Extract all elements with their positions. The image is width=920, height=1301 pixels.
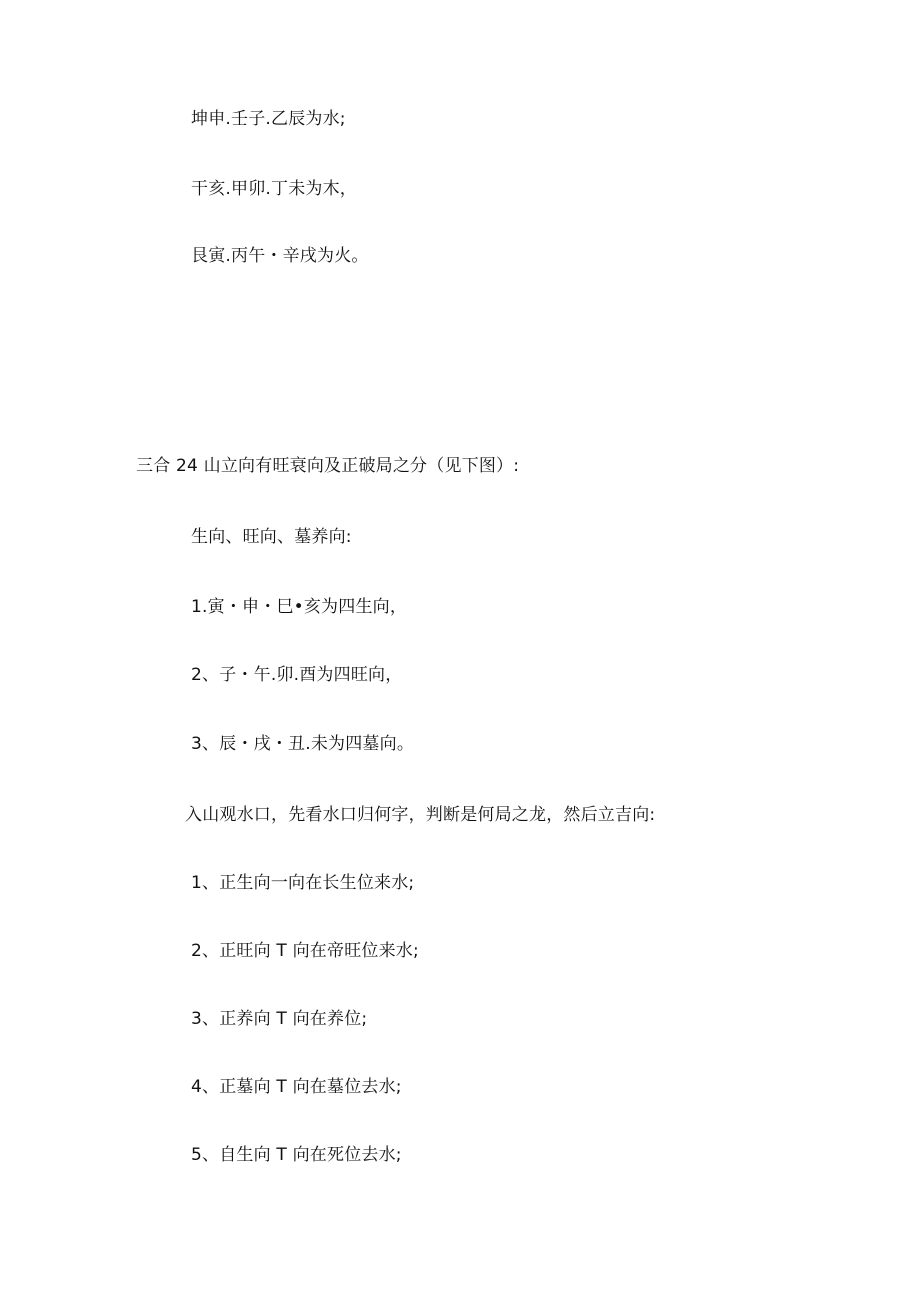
element-line-water: 坤申.壬子.乙辰为水; (191, 109, 346, 129)
direction-item-mu: 3、辰・戌・丑.未为四墓向。 (191, 734, 415, 754)
element-line-fire: 艮寅.丙午・辛戌为火。 (191, 246, 369, 266)
water-item-5: 5、自生向 T 向在死位去水; (191, 1145, 402, 1165)
element-line-wood: 干亥.甲卯.丁未为木， (191, 179, 358, 199)
water-item-3: 3、正养向 T 向在养位; (191, 1009, 368, 1029)
water-item-1: 1、正生向一向在长生位来水; (191, 873, 415, 893)
section-heading: 三合 24 山立向有旺衰向及正破局之分（见下图）: (136, 456, 520, 476)
water-item-2: 2、正旺向 T 向在帝旺位来水; (191, 941, 419, 961)
direction-item-sheng: 1.寅・申・巳•亥为四生向， (191, 597, 408, 617)
direction-subheading: 生向、旺向、墓养向: (191, 527, 352, 547)
water-item-4: 4、正墓向 T 向在墓位去水; (191, 1077, 402, 1097)
water-intro: 入山观水口，先看水口归何字，判断是何局之龙，然后立吉向: (185, 805, 656, 825)
direction-item-wang: 2、子・午.卯.酉为四旺向， (191, 665, 403, 685)
